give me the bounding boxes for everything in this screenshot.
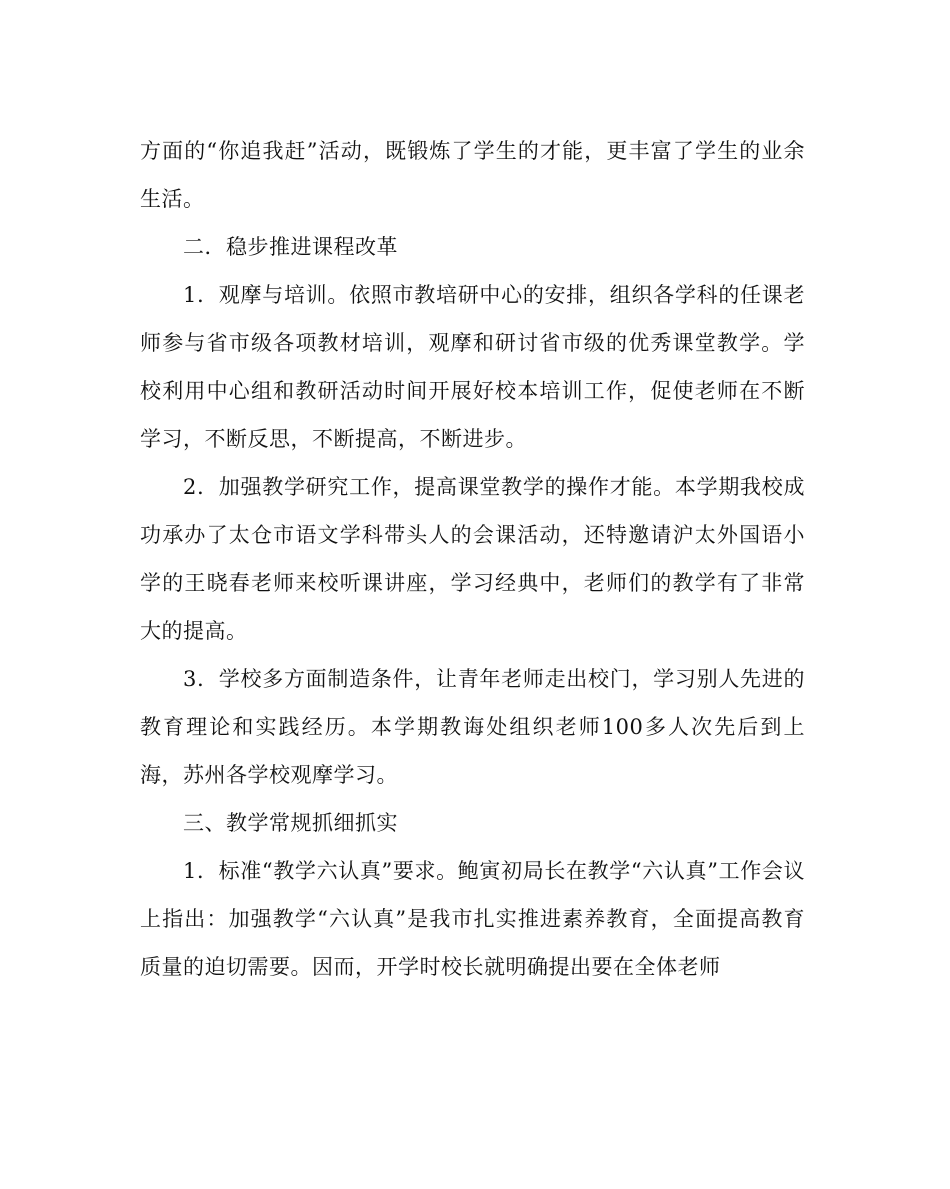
paragraph-teaching-research: 2．加强教学研究工作，提高课堂教学的操作才能。本学期我校成功承办了太仓市语文学科带头人的会课活动，还特邀请沪太外国语小学的王晓春老师来校听课讲座，学习经典中，老师们的教学有了非常大的提高。 (140, 475, 805, 643)
paragraph-six-requirements: 1．标准“教学六认真”要求。鲍寅初局长在教学“六认真”工作会议上指出：加强教学“六认真”是我市扎实推进素养教育，全面提高教育质量的迫切需要。因而，开学时校长就明确提出要在全体老师 (140, 859, 805, 979)
paragraph-observation-training: 1．观摩与培训。依照市教培研中心的安排，组织各学科的任课老师参与省市级各项教材培训，观摩和研讨省市级的优秀课堂教学。学校利用中心组和教研活动时间开展好校本培训工作，促使老师在不断学习，不断反思，不断提高，不断进步。 (140, 283, 805, 451)
section-heading-curriculum-reform: 二．稳步推进课程改革 (183, 235, 398, 259)
section-heading-teaching-routine: 三、教学常规抓细抓实 (183, 811, 398, 835)
paragraph-young-teachers: 3．学校多方面制造条件，让青年老师走出校门，学习别人先进的教育理论和实践经历。本学期教诲处组织老师100多人次先后到上海，苏州各学校观摩学习。 (140, 667, 805, 787)
paragraph-continuation: 方面的“你追我赶”活动，既锻炼了学生的才能，更丰富了学生的业余生活。 (140, 139, 805, 211)
document-body (140, 127, 805, 991)
